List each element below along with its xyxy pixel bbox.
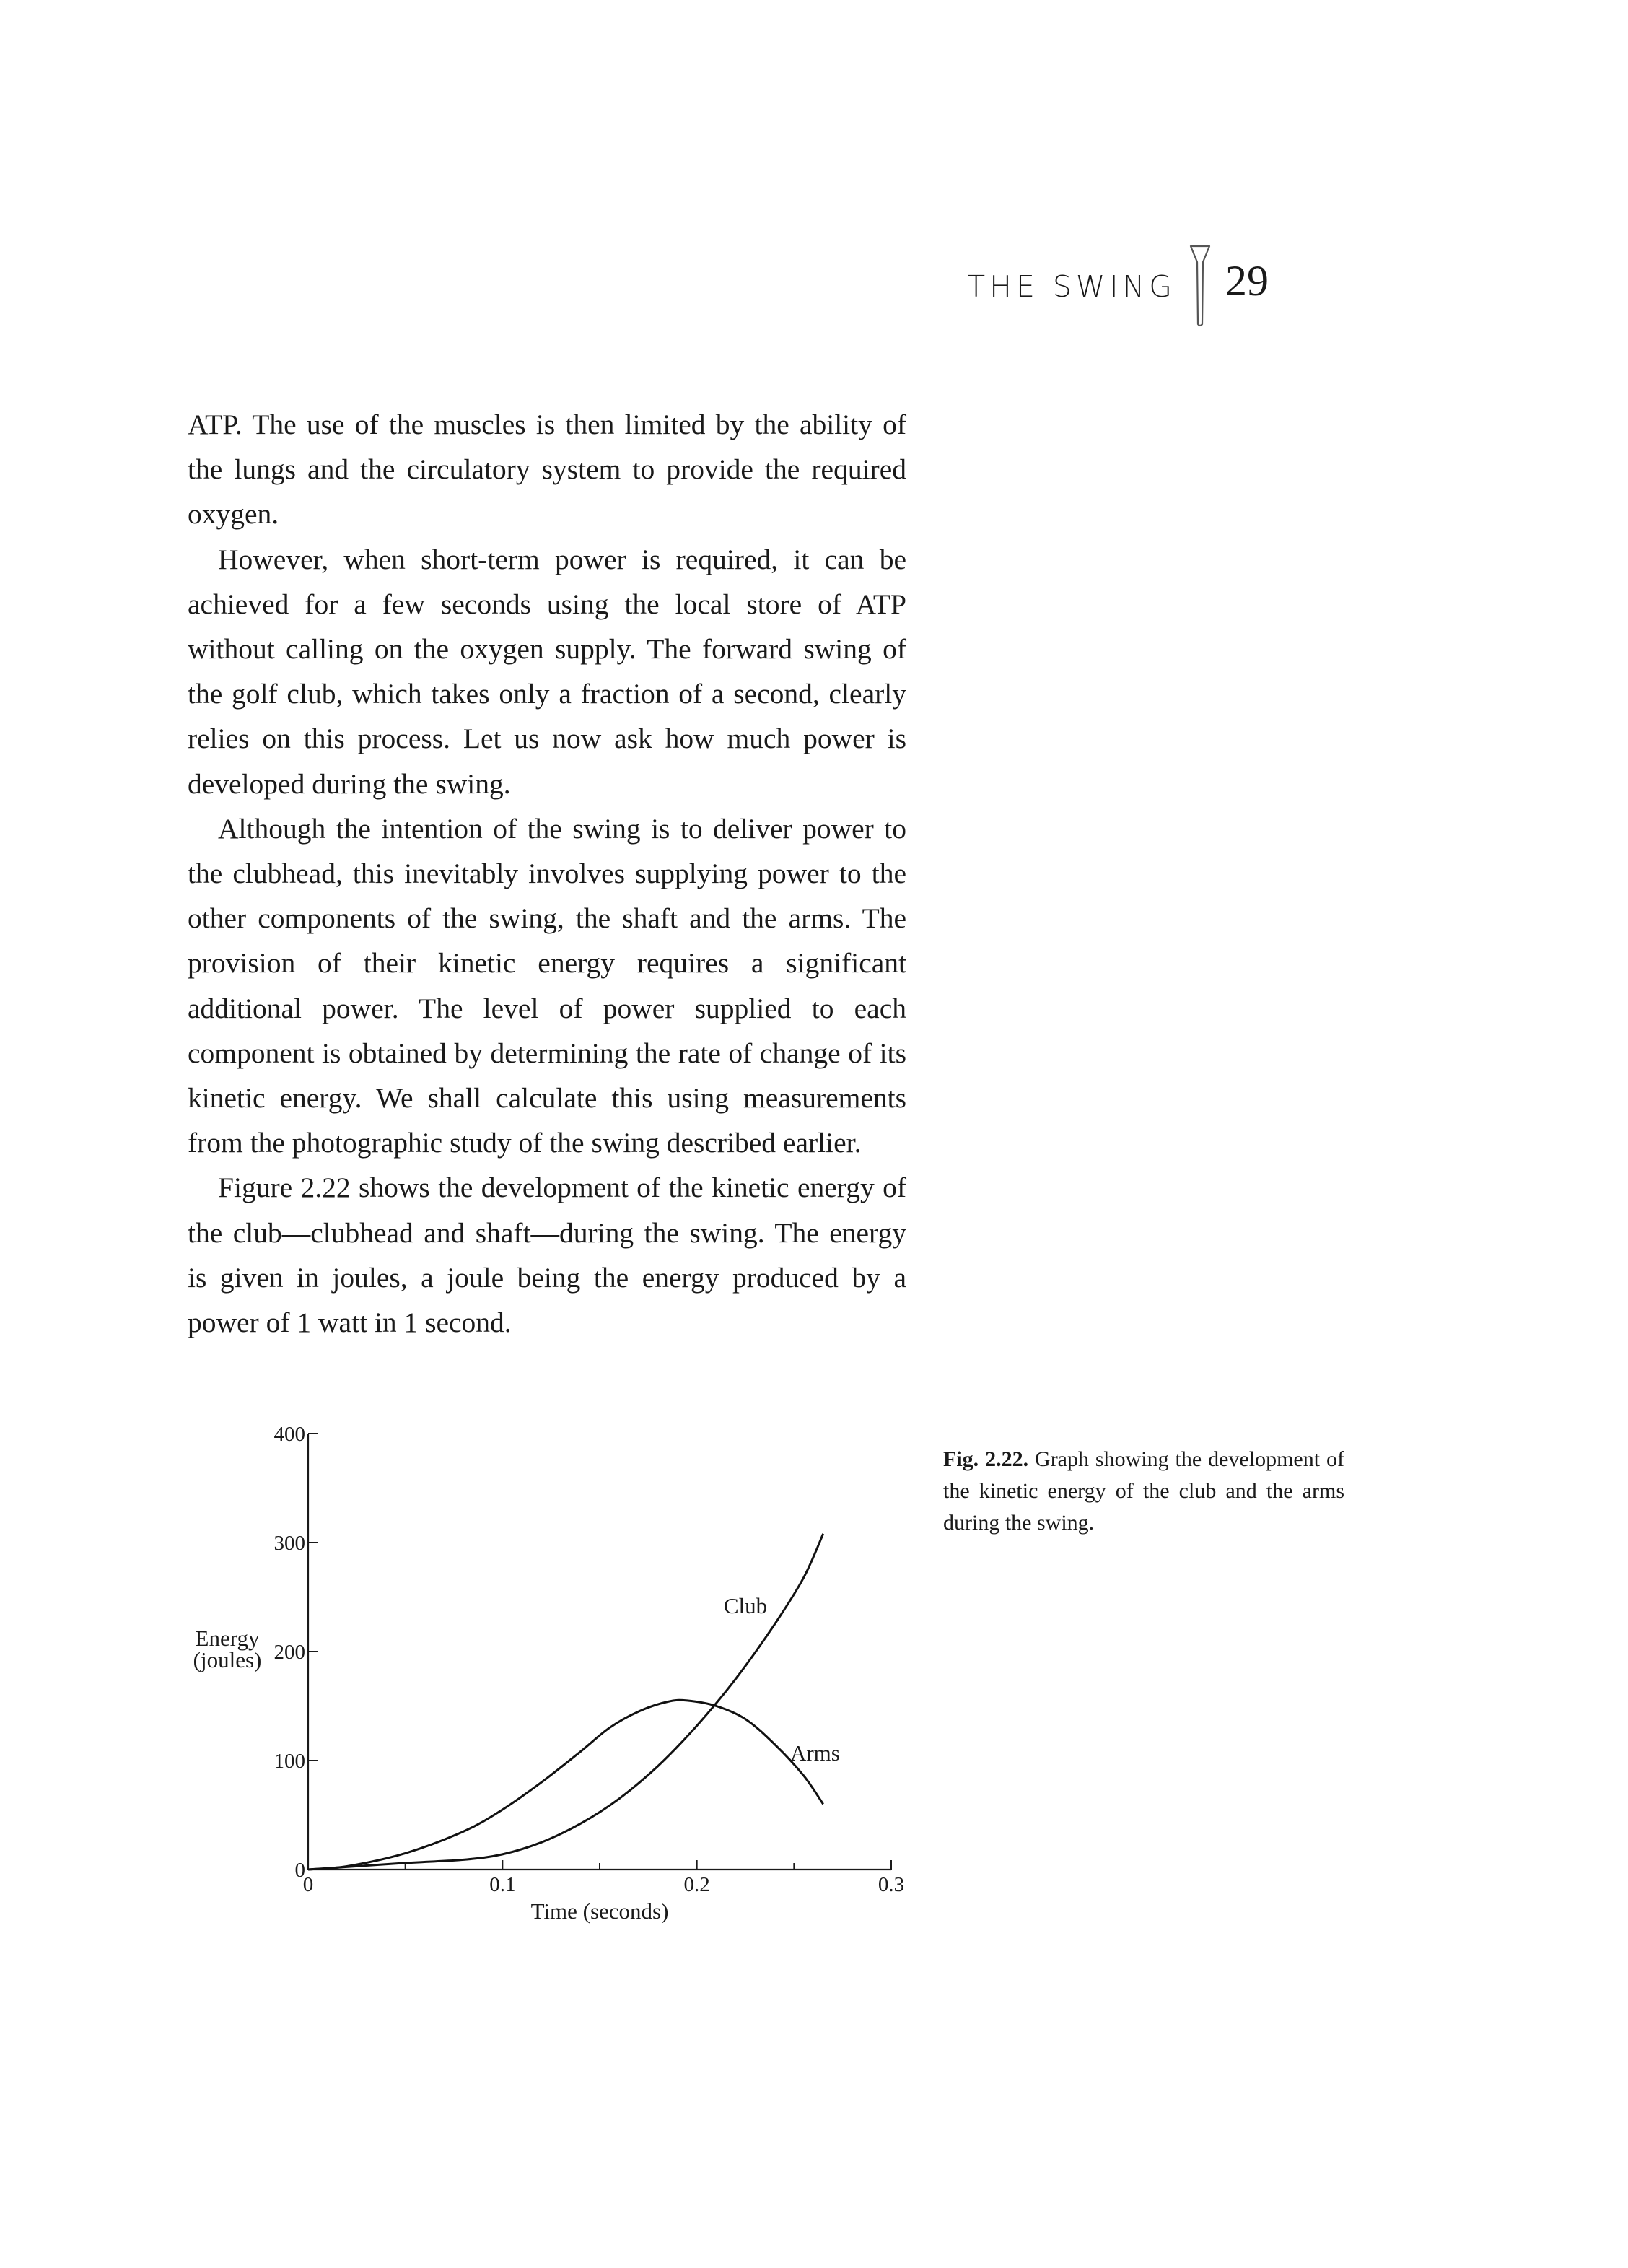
page-number: 29 [1225,257,1269,305]
x-tick-label: 0.1 [489,1873,516,1896]
running-head [960,242,1292,328]
golf-tee-icon [1189,243,1211,327]
paragraph-1: ATP. The use of the muscles is then limited by the ability of the lungs and the circulatory system to provide the required oxygen. [188,409,906,531]
x-tick-label: 0 [302,1873,314,1896]
figure-label: Fig. 2.22. [943,1447,1029,1471]
y-axis-label-line-1: Energy [195,1626,260,1651]
body-text [188,402,906,1345]
y-axis-label-line-2: (joules) [193,1647,262,1672]
y-tick-label: 100 [273,1750,305,1773]
y-tick-label: 200 [273,1641,305,1664]
energy-chart [184,1415,927,1942]
paragraph-4: Figure 2.22 shows the development of the kinetic energy of the club—clubhead and shaft—during the swing. The energy is given in joules, a joule being the energy produced by a power of 1 watt in 1 second. [188,1172,906,1339]
x-axis-label: Time (seconds) [530,1898,669,1924]
y-tick-label: 300 [273,1532,305,1555]
figure-caption-text: Graph showing the development of the kinetic energy of the club and the arms during the swing. [943,1447,1344,1535]
paragraph-2: However, when short-term power is required, it can be achieved for a few seconds using the local store of ATP without calling on the oxygen supply. The forward swing of the golf club, which takes only a fraction of a second, clearly relies on this process. Let us now ask how much power is developed during the swing. [188,543,906,800]
arms-series-label: Arms [789,1740,840,1766]
x-tick-label: 0.2 [683,1873,710,1896]
club-series-line [308,1534,823,1870]
running-head-title: THE SWING [967,269,1176,304]
club-series-label: Club [723,1593,768,1619]
arms-series-line [308,1700,823,1870]
y-tick-label: 0 [294,1859,305,1882]
y-tick-label: 400 [273,1423,305,1446]
figure-caption [943,1444,1344,1539]
x-tick-label: 0.3 [878,1873,905,1896]
energy-chart-svg [184,1415,927,1942]
paragraph-3: Although the intention of the swing is to deliver power to the clubhead, this inevitably involves supplying power to the other components of the swing, the shaft and the arms. The provision of their kinetic energy requires a significant additional power. The level of power supplied to each component is obtained by determining the rate of change of its kinetic energy. We shall calculate this using measurements from the photographic study of the swing described earlier. [188,812,906,1159]
